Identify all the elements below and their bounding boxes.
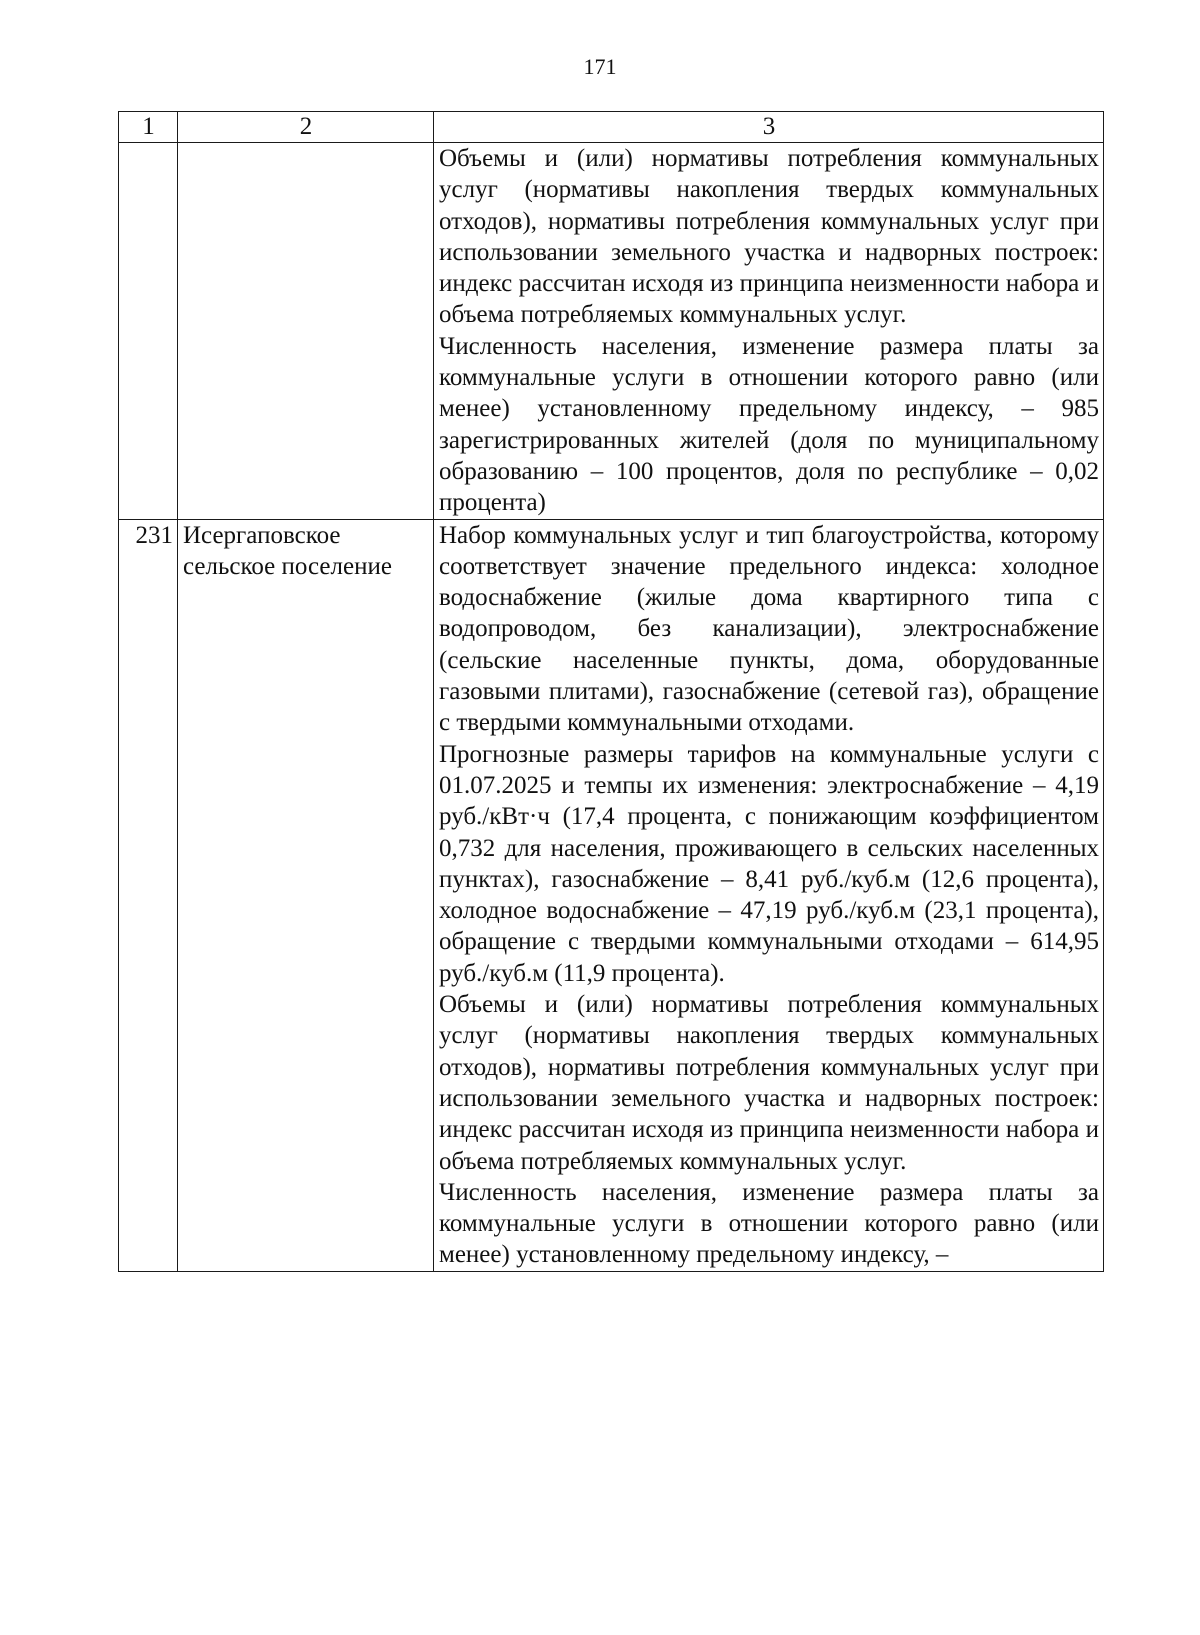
column-header-2: 2 [178, 112, 434, 143]
description-paragraph: Численность населения, изменение размера платы за коммунальные услуги в отношении которого равно (или менее) установленному предельному индексу, – [439, 1178, 1099, 1269]
page-number: 171 [583, 54, 617, 79]
settlement-name: Исергаповское сельское поселение [178, 519, 434, 1271]
description-cell [434, 143, 1104, 520]
table-row [119, 143, 1104, 520]
description-cell [434, 519, 1104, 1271]
table-header-row [119, 112, 1104, 143]
table-row [119, 519, 1104, 1271]
row-number [119, 143, 178, 520]
description-paragraph: Численность населения, изменение размера платы за коммунальные услуги в отношении которого равно (или менее) установленному предельному индексу, – 985 зарегистрированных жителей (доля по муниципальному образованию – 100 процентов, доля по республике – 0,02 процента) [439, 332, 1099, 517]
description-paragraph: Объемы и (или) нормативы потребления коммунальных услуг (нормативы накопления твердых коммунальных отходов), нормативы потребления коммунальных услуг при использовании земельного участка и надворных построек: индекс рассчитан исходя из принципа неизменности набора и объема потребляемых коммунальных услуг. [439, 145, 1099, 329]
settlement-name [178, 143, 434, 520]
row-number: 231 [119, 519, 178, 1271]
document-table [118, 111, 1104, 1272]
column-header-3: 3 [434, 112, 1104, 143]
description-paragraph: Набор коммунальных услуг и тип благоустройства, которому соответствует значение предельного индекса: холодное водоснабжение (жилые дома квартирного типа с водопроводом, без канализации), электроснабжение (сельские населенные пункты, дома, оборудованные газовыми плитами), газоснабжение (сетевой газ), обращение с твердыми коммунальными отходами. [439, 521, 1099, 737]
column-header-1: 1 [119, 112, 178, 143]
description-paragraph: Прогнозные размеры тарифов на коммунальные услуги с 01.07.2025 и темпы их изменения: электроснабжение – 4,19 руб./кВт·ч (17,4 процента, с понижающим коэффициентом 0,732 для населения, проживающего в сельских населенных пунктах), газоснабжение – 8,41 руб./куб.м (12,6 процента), холодное водоснабжение – 47,19 руб./куб.м (23,1 процента), обращение с твердыми коммунальными отходами – 614,95 руб./куб.м (11,9 процента). [439, 740, 1099, 987]
description-paragraph: Объемы и (или) нормативы потребления коммунальных услуг (нормативы накопления твердых коммунальных отходов), нормативы потребления коммунальных услуг при использовании земельного участка и надворных построек: индекс рассчитан исходя из принципа неизменности набора и объема потребляемых коммунальных услуг. [439, 991, 1099, 1175]
